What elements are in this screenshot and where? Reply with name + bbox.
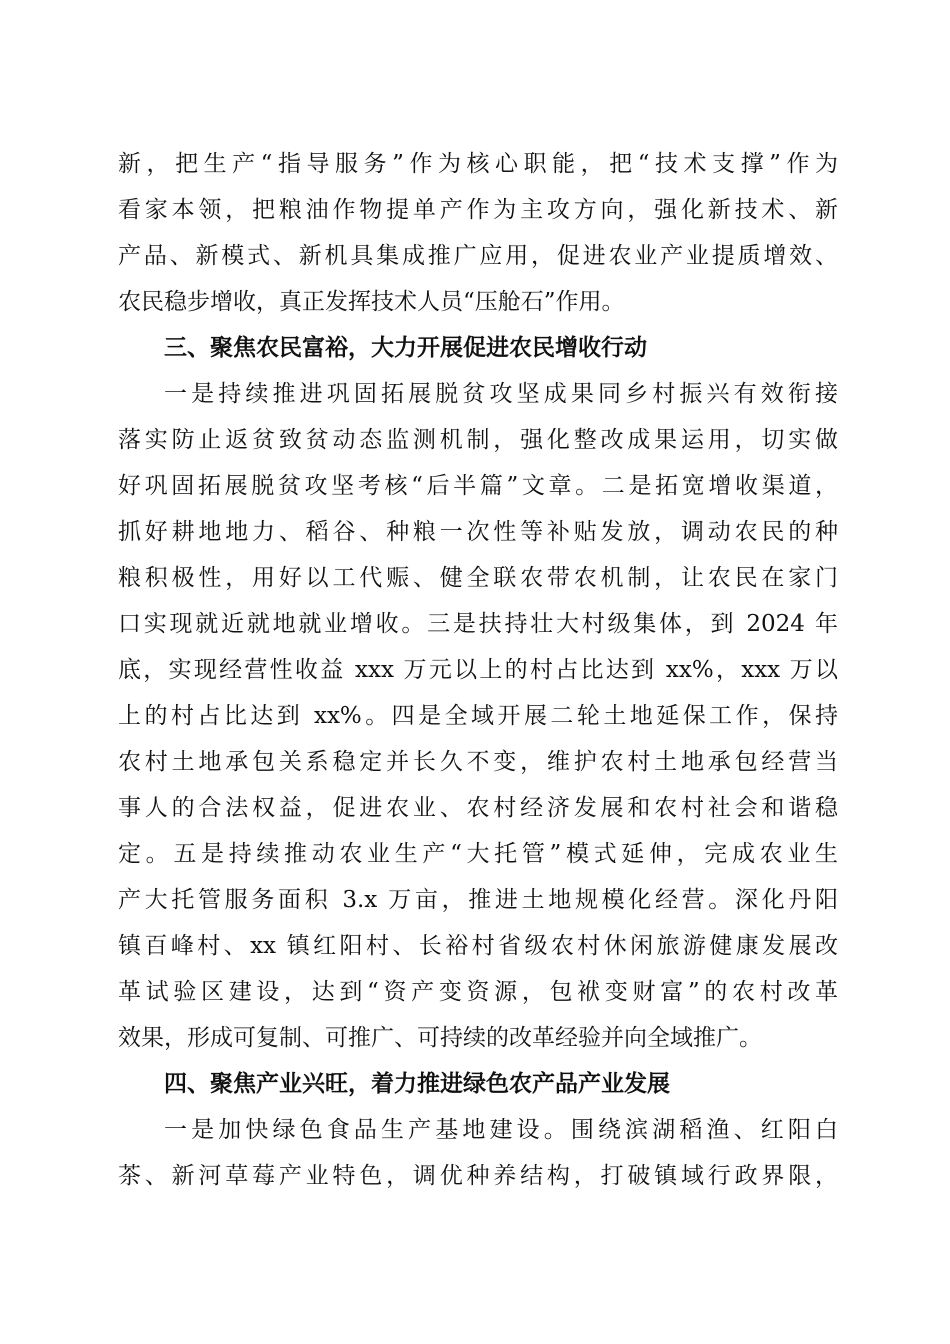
- body-line: 一是加快绿色食品生产基地建设。围绕滨湖稻渔、红阳白: [164, 1117, 838, 1143]
- body-line: 看家本领，把粮油作物提单产作为主攻方向，强化新技术、新: [118, 197, 838, 223]
- body-line: 好巩固拓展脱贫攻坚考核“后半篇”文章。二是拓宽增收渠道，: [118, 473, 838, 499]
- body-line: 定。五是持续推动农业生产“大托管”模式延伸，完成农业生: [118, 841, 838, 867]
- body-line: 产品、新模式、新机具集成推广应用，促进农业产业提质增效、: [118, 243, 838, 269]
- body-line: 粮积极性，用好以工代赈、健全联农带农机制，让农民在家门: [118, 565, 838, 591]
- body-line: 农村土地承包关系稳定并长久不变，维护农村土地承包经营当: [118, 749, 838, 775]
- body-line: 上的村占比达到 xx%。四是全域开展二轮土地延保工作，保持: [118, 703, 838, 729]
- body-line: 口实现就近就地就业增收。三是扶持壮大村级集体，到 2024 年: [118, 611, 838, 637]
- body-line: 抓好耕地地力、稻谷、种粮一次性等补贴发放，调动农民的种: [118, 519, 838, 545]
- body-line: 事人的合法权益，促进农业、农村经济发展和农村社会和谐稳: [118, 795, 838, 821]
- body-line: 一是持续推进巩固拓展脱贫攻坚成果同乡村振兴有效衔接: [164, 381, 838, 407]
- body-line: 底，实现经营性收益 xxx 万元以上的村占比达到 xx%，xxx 万以: [118, 657, 838, 683]
- body-line: 效果，形成可复制、可推广、可持续的改革经验并向全域推广。: [118, 1025, 762, 1051]
- body-line: 农民稳步增收，真正发挥技术人员“压舱石”作用。: [118, 289, 625, 315]
- body-line: 镇百峰村、xx 镇红阳村、长裕村省级农村休闲旅游健康发展改: [118, 933, 838, 959]
- body-line: 革试验区建设，达到“资产变资源，包袱变财富”的农村改革: [118, 979, 838, 1005]
- section-heading: 四、聚焦产业兴旺，着力推进绿色农产品产业发展: [164, 1070, 670, 1097]
- body-line: 产大托管服务面积 3.x 万亩，推进土地规模化经营。深化丹阳: [118, 887, 838, 913]
- body-line: 落实防止返贫致贫动态监测机制，强化整改成果运用，切实做: [118, 427, 838, 453]
- section-heading: 三、聚焦农民富裕，大力开展促进农民增收行动: [164, 334, 647, 361]
- body-line: 新，把生产“指导服务”作为核心职能，把“技术支撑”作为: [118, 151, 838, 177]
- body-line: 茶、新河草莓产业特色，调优种养结构，打破镇域行政界限，: [118, 1163, 838, 1189]
